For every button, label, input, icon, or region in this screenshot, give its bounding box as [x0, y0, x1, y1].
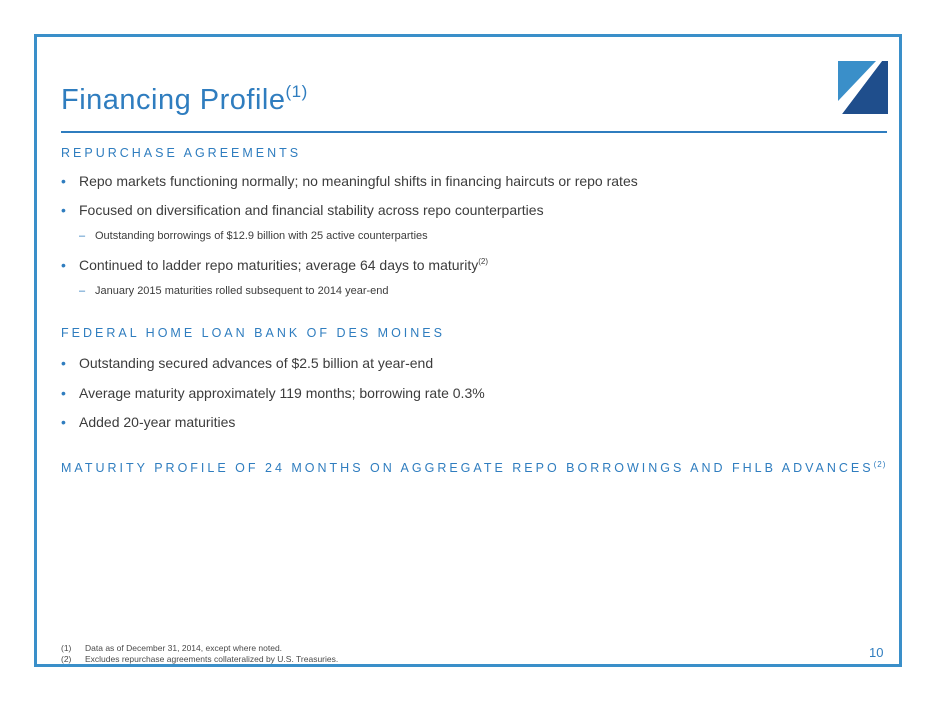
fhlb-bullet-2: • Average maturity approximately 119 months; borrowing rate 0.3% — [61, 385, 485, 401]
section-heading-fhlb: FEDERAL HOME LOAN BANK OF DES MOINES — [61, 326, 445, 340]
page-title — [61, 82, 308, 117]
dash-glyph: – — [79, 285, 86, 297]
bullet-glyph: • — [61, 414, 66, 430]
bullet-glyph: • — [61, 355, 66, 371]
title-footnote-ref: (1) — [285, 82, 308, 101]
slide-frame — [34, 34, 902, 667]
repo-sub-bullet-3: – January 2015 maturities rolled subsequent to 2014 year-end — [79, 285, 389, 297]
bullet-glyph: • — [61, 257, 66, 273]
company-logo-icon — [838, 61, 888, 114]
title-text: Financing Profile — [61, 84, 286, 116]
fhlb-bullet-3: • Added 20-year maturities — [61, 414, 236, 430]
section-heading-repo: REPURCHASE AGREEMENTS — [61, 146, 302, 160]
repo-bullet-2: • Focused on diversification and financial stability across repo counterparties — [61, 202, 544, 218]
bullet-glyph: • — [61, 385, 66, 401]
bullet-glyph: • — [61, 173, 66, 189]
page-number: 10 — [869, 645, 884, 660]
footnote-1: (1) Data as of December 31, 2014, except where noted. — [61, 643, 283, 653]
footnote-ref: (2) — [478, 257, 488, 266]
footnote-ref: (2) — [873, 460, 887, 469]
dash-glyph: – — [79, 230, 86, 242]
title-divider — [61, 131, 887, 133]
repo-bullet-3: • Continued to ladder repo maturities; average 64 days to maturity$^{(2)}$ — [61, 257, 488, 273]
repo-bullet-1: • Repo markets functioning normally; no meaningful shifts in financing haircuts or repo rates — [61, 173, 638, 189]
fhlb-bullet-1: • Outstanding secured advances of $2.5 billion at year-end — [61, 355, 434, 371]
bullet-glyph: • — [61, 202, 66, 218]
footnote-2: (2) Excludes repurchase agreements collateralized by U.S. Treasuries. — [61, 654, 339, 664]
section-heading-maturity: MATURITY PROFILE OF 24 MONTHS ON AGGREGATE REPO BORROWINGS AND FHLB ADVANCES$^{(2)}$ — [61, 460, 887, 475]
repo-sub-bullet-2: – Outstanding borrowings of $12.9 billion with 25 active counterparties — [79, 230, 428, 242]
